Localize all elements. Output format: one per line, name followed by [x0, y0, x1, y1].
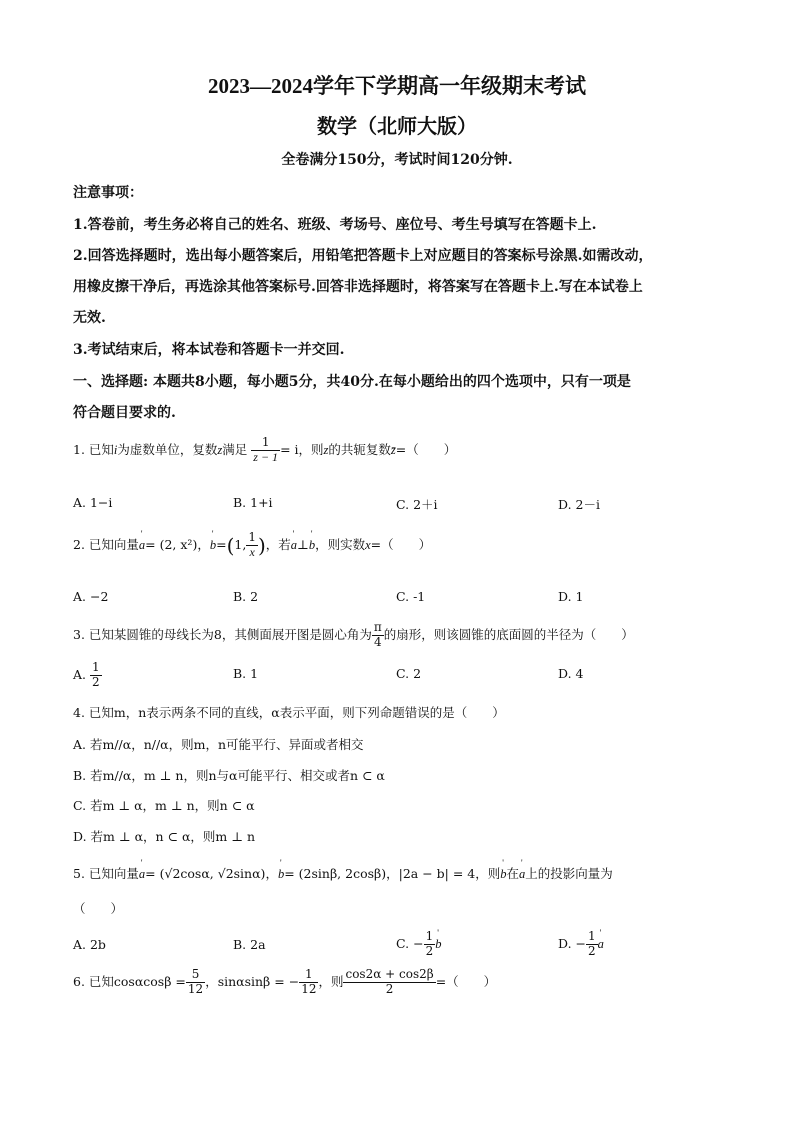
question-5-option-d: D. − $\frac{1}{2}$ ' a	[558, 930, 604, 959]
note-2-line-2: 用橡皮擦干净后，再选涂其他答案标号.回答非选择题时，将答案写在答题卡上.写在本试卷上	[73, 279, 643, 295]
question-4-option-c: C. 若m ⊥ α，m ⊥ n，则n ⊂ α	[73, 798, 255, 813]
question-5-option-c: C. − $\frac{1}{2}$ ' b	[396, 930, 441, 959]
notes-heading: 注意事项：	[73, 185, 143, 201]
question-4-option-b: B. 若m//α，m ⊥ n，则n与α可能平行、相交或者n ⊂ α	[73, 768, 385, 783]
exam-info: 全卷满分150分，考试时间120分钟.	[281, 152, 513, 168]
question-2-option-d: D. 1	[558, 589, 584, 604]
question-5-stem: 5. 已知向量' a= (√2cosα, √2sinα)，' b= (2sinβ, 2cosβ)，|2a − b| = 4，则' b在' a上的投影向量为	[73, 864, 613, 882]
question-2-stem: 2. 已知向量' a= (2, x²)，' b=(1, $\frac{1}{x}$ )，若' a⊥' b，则实数x=（ ）	[73, 531, 431, 560]
question-5-option-b: B. 2a	[233, 937, 266, 952]
question-4-option-d: D. 若m ⊥ α，n ⊂ α，则m ⊥ n	[73, 829, 256, 844]
question-1-option-a: A. 1−i	[73, 495, 113, 510]
section-heading-line-2: 符合题目要求的.	[73, 405, 176, 421]
question-3-option-a: A. $\frac{1}{2}$	[73, 660, 100, 689]
question-3-option-b: B. 1	[233, 666, 259, 681]
exam-title: 2023—2024学年下学期高一年级期末考试	[208, 74, 586, 98]
question-4-option-a: A. 若m//α，n//α，则m，n可能平行、异面或者相交	[73, 737, 364, 752]
exam-subtitle: 数学（北师大版）	[317, 116, 477, 138]
question-6-stem: 6. 已知cosαcosβ = $\frac{5}{12}$ ，sinαsinβ = − $\frac{1}{12}$ ，则 $\frac{\cos 2\alpha + \cos 2\beta}{2}$ =（ ）	[73, 967, 497, 996]
question-5-option-a: A. 2b	[73, 937, 106, 952]
note-3: 3.考试结束后，将本试卷和答题卡一并交回.	[73, 342, 345, 358]
question-4-stem: 4. 已知m，n表示两条不同的直线，α表示平面，则下列命题错误的是（ ）	[73, 705, 505, 720]
question-5-blank: （ ）	[73, 901, 124, 916]
note-1: 1.答卷前，考生务必将自己的姓名、班级、考场号、座位号、考生号填写在答题卡上.	[73, 217, 597, 233]
question-1-stem: 1. 已知i为虚数单位，复数z满足 $\frac{1}{z - 1}$ = i，则z的共轭复数z̄=（ ）	[73, 435, 457, 464]
question-1-fraction: $\frac{1}{z - 1}$	[253, 435, 279, 464]
question-2-option-a: A. −2	[73, 589, 109, 604]
question-1-option-d: D. 2－i	[558, 497, 600, 512]
section-heading-line-1: 一、选择题: 本题共8小题，每小题5分，共40分.在每小题给出的四个选项中，只有一项是	[73, 374, 631, 390]
question-1-option-c: C. 2＋i	[396, 497, 438, 512]
question-3-option-c: C. 2	[396, 666, 422, 681]
question-2-option-b: B. 2	[233, 589, 259, 604]
question-2-option-c: C. -1	[396, 589, 426, 604]
note-2-line-3: 无效.	[73, 310, 106, 326]
question-1-option-b: B. 1+i	[233, 495, 273, 510]
question-3-option-d: D. 4	[558, 666, 584, 681]
note-2-line-1: 2.回答选择题时，选出每小题答案后，用铅笔把答题卡上对应题目的答案标号涂黑.如需改动，	[73, 248, 653, 264]
question-3-stem: 3. 已知某圆锥的母线长为8，其侧面展开图是圆心角为 $\frac{\pi}{4}$ 的扇形，则该圆锥的底面圆的半径为（ ）	[73, 620, 634, 649]
